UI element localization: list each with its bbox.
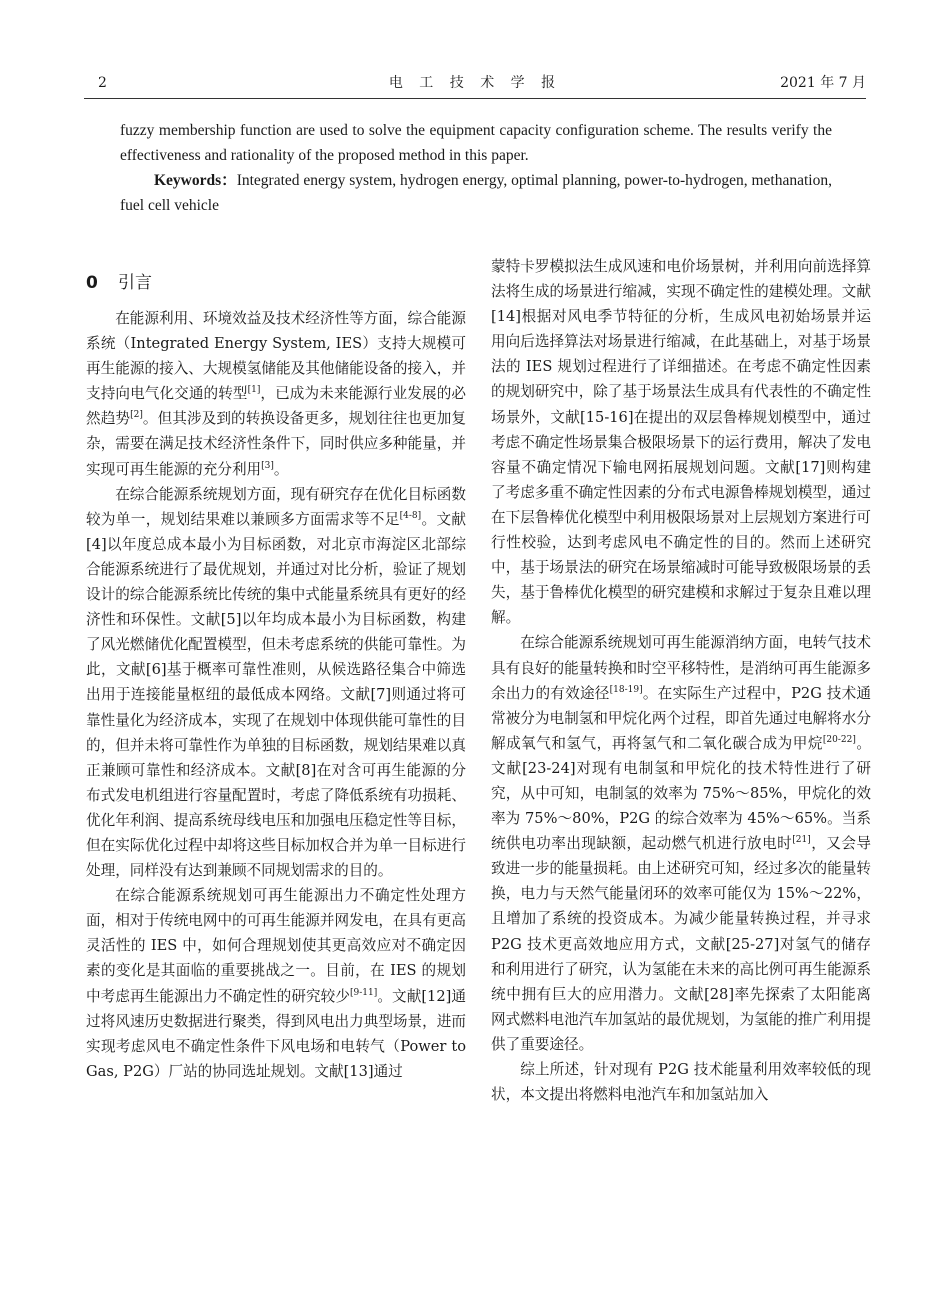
section-heading bbox=[86, 268, 466, 298]
abstract-block bbox=[120, 118, 832, 218]
left-column bbox=[86, 254, 466, 1084]
citation: [3] bbox=[261, 460, 274, 471]
issue-date: 2021 年 7 月 bbox=[780, 75, 866, 91]
keywords-line bbox=[120, 168, 832, 218]
section-title: 引言 bbox=[118, 273, 152, 293]
citation: [18-19] bbox=[609, 684, 643, 695]
keywords-label: Keywords： bbox=[154, 172, 237, 189]
paragraph: 综上所述，针对现有 P2G 技术能量利用效率较低的现状，本文提出将燃料电池汽车和加氢站加入 bbox=[491, 1061, 871, 1104]
paragraph: 在综合能源系统规划可再生能源消纳方面，电转气技术具有良好的能量转换和时空平移特性，是消纳可再生能源多余出力的有效途径[18-19]。在实际生产过程中，P2G 技术通常被分为电制氢和甲烷化两个过程，即首先通过电解将水分解成氧气和氢气，再将氢气和二氧化碳合成为甲烷[20-22]。文献[23-24]对现有电制氢和甲烷化的技术特性进行了研究，从中可知，电制氢的效率为 75%～85%，甲烷化的效率为 75%～80%，P2G 的综合效率为 45%～65%。当系统供电功率出现缺额，起动燃气机进行放电时[21]，又会导致进一步的能量损耗。由上述研究可知，经过多次的能量转换，电力与天然气能量闭环的效率可能仅为 15%～22%，且增加了系统的投资成本。为减少能量转换过程，并寻求 P2G 技术更高效地应用方式，文献[25-27]对氢气的储存和利用进行了研究，认为氢能在未来的高比例可再生能源系统中拥有巨大的应用潜力。文献[28]率先探索了太阳能离网式燃料电池汽车加氢站的最优规划，为氢能的推广利用提供了重要途径。 bbox=[491, 634, 871, 1053]
keywords-text: Integrated energy system, hydrogen energy, optimal planning, power-to-hydrogen, methanation, fuel cell vehicle bbox=[120, 172, 832, 214]
paragraph: 在综合能源系统规划方面，现有研究存在优化目标函数较为单一，规划结果难以兼顾多方面需求等不足[4-8]。文献[4]以年度总成本最小为目标函数，对北京市海淀区北部综合能源系统进行了最优规划，并通过对比分析，验证了规划设计的综合能源系统比传统的集中式能量系统具有更好的经济性和环保性。文献[5]以年均成本最小为目标函数，构建了风光燃储优化配置模型，但未考虑系统的供能可靠性。为此，文献[6]基于概率可靠性准则，从候选路径集合中筛选出用于连接能量枢纽的最低成本网络。文献[7]则通过将可靠性量化为经济成本，实现了在规划中体现供能可靠性的目的，但并未将可靠性作为单独的目标函数，规划结果难以真正兼顾可靠性和经济成本。文献[8]在对含可再生能源的分布式发电机组进行容量配置时，考虑了降低系统有功损耗、优化年利润、提高系统母线电压和加强电压稳定性等目标，但在实际优化过程中却将这些目标加权合并为单一目标进行处理，同样没有达到兼顾不同规划需求的目的。 bbox=[86, 485, 466, 880]
citation: [2] bbox=[130, 410, 143, 421]
citation: [20-22] bbox=[822, 734, 856, 745]
paragraph: 在综合能源系统规划可再生能源出力不确定性处理方面，相对于传统电网中的可再生能源并网发电，在具有更高灵活性的 IES 中，如何合理规划使其更高效应对不确定因素的变化是其面临的重要挑战之一。目前，在 IES 的规划中考虑再生能源出力不确定性的研究较少[9-11]。文献[12]通过将风速历史数据进行聚类，得到风电出力典型场景，进而实现考虑风电不确定性条件下风电场和电转气（Power to Gas, P2G）厂站的协同选址规划。文献[13]通过 bbox=[86, 887, 466, 1080]
paragraph: 在能源利用、环境效益及技术经济性等方面，综合能源系统（Integrated Energy System, IES）支持大规模可再生能源的接入、大规模氢储能及其他储能设备的接入，并支持向电气化交通的转型[1]，已成为未来能源行业发展的必然趋势[2]。但其涉及到的转换设备更多，规划往往也更加复杂，需要在满足技术经济性条件下，同时供应多种能量，并实现可再生能源的充分利用[3]。 bbox=[86, 310, 466, 478]
page-header bbox=[84, 70, 866, 96]
citation: [1] bbox=[247, 385, 261, 396]
section-number: 0 bbox=[86, 273, 98, 293]
paragraph: 蒙特卡罗模拟法生成风速和电价场景树，并利用向前选择算法将生成的场景进行缩减，实现不确定性的建模处理。文献[14]根据对风电季节特征的分析，生成风电初始场景并运用向后选择算法对场景进行缩减，在此基础上，对基于场景法的 IES 规划过程进行了详细描述。在考虑不确定性因素的规划研究中，除了基于场景法生成具有代表性的不确定性场景外，文献[15-16]在提出的双层鲁棒规划模型中，通过考虑不确定性场景集合极限场景下的运行费用，解决了发电容量不确定情况下输电网拓展规划问题。文献[17]则构建了考虑多重不确定性因素的分布式电源鲁棒规划模型，通过在下层鲁棒优化模型中利用极限场景对上层规划方案进行可行性校验，达到考虑风电不确定性的目的。然而上述研究中，基于场景法的研究在场景缩减时可能导致极限场景的丢失，基于鲁棒优化模型的研究建模和求解过于复杂且难以理解。 bbox=[491, 258, 871, 627]
citation: [21] bbox=[792, 835, 811, 846]
abstract-text: fuzzy membership function are used to solve the equipment capacity configuration scheme. The results verify the effectiveness and rationality of the proposed method in this paper. bbox=[120, 122, 832, 164]
page-number: 2 bbox=[98, 75, 107, 91]
right-column bbox=[491, 254, 871, 1107]
citation: [9-11] bbox=[350, 987, 378, 998]
header-rule bbox=[84, 98, 866, 99]
citation: [4-8] bbox=[399, 510, 422, 521]
journal-title: 电 工 技 术 学 报 bbox=[388, 75, 562, 91]
